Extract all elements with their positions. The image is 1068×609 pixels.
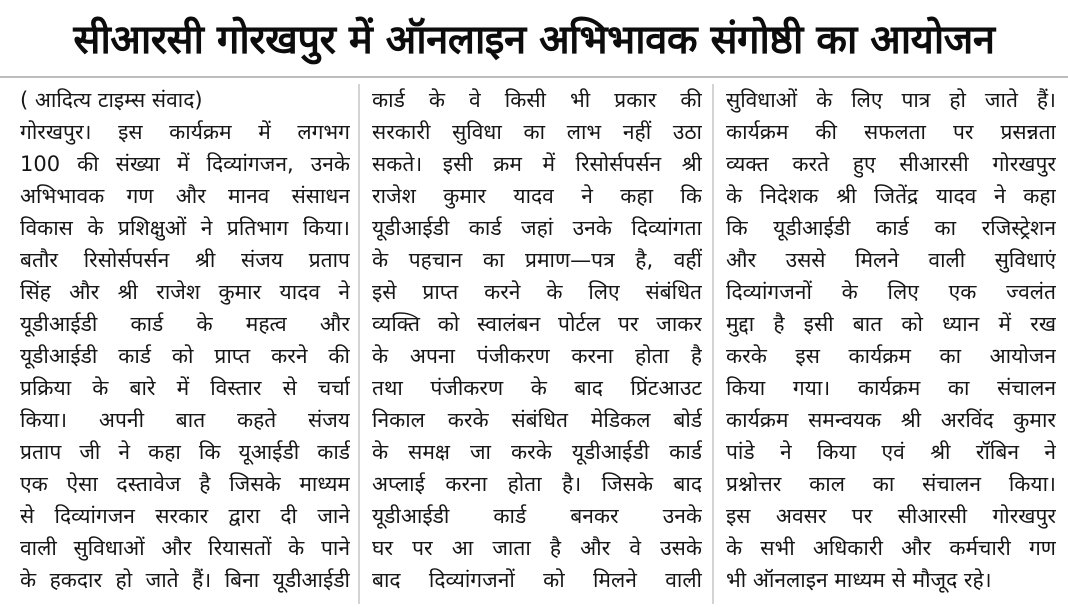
body-line: इस अवसर पर सीआरसी गोरखपुर bbox=[726, 504, 1056, 528]
body-line: भी ऑनलाइन माध्यम से मौजूद रहे। bbox=[726, 568, 992, 592]
body-line: के हकदार हो जाते हैं। बिना यूडीआईडी bbox=[20, 568, 350, 592]
body-line: वाली सुविधाओं और रियासतों के पाने bbox=[20, 536, 350, 560]
body-line: यूडीआईडी कार्ड बनकर उनके bbox=[372, 504, 702, 528]
body-line: तथा पंजीकरण के बाद प्रिंटआउट bbox=[372, 376, 702, 400]
body-line: प्रश्नोत्तर काल का संचालन किया। bbox=[726, 472, 1056, 496]
body-line: बतौर रिसोर्सपर्सन श्री संजय प्रताप bbox=[20, 248, 350, 272]
body-line: और उससे मिलने वाली सुविधाएं bbox=[726, 248, 1056, 272]
column-divider bbox=[358, 84, 360, 604]
body-line: व्यक्त करते हुए सीआरसी गोरखपुर bbox=[726, 152, 1056, 176]
body-line: के पहचान का प्रमाण—पत्र है, वहीं bbox=[372, 248, 702, 272]
body-line: यूडीआईडी कार्ड को प्राप्त करने की bbox=[20, 344, 350, 368]
body-line: के समक्ष जा करके यूडीआईडी कार्ड bbox=[372, 440, 702, 464]
body-line: किया। अपनी बात कहते संजय bbox=[20, 408, 350, 432]
body-line: घर पर आ जाता है और वे उसके bbox=[372, 536, 702, 560]
body-line: दिव्यांगजनों के लिए एक ज्वलंत bbox=[726, 280, 1056, 304]
body-line: यूडीआईडी कार्ड जहां उनके दिव्यांगता bbox=[372, 216, 702, 240]
column-divider bbox=[712, 84, 714, 604]
article-column-3 bbox=[726, 84, 1056, 604]
article-headline: सीआरसी गोरखपुर में ऑनलाइन अभिभावक संगोष्ठी का आयोजन bbox=[73, 17, 995, 63]
body-line: अभिभावक गण और मानव संसाधन bbox=[20, 184, 350, 208]
body-line: सकते। इसी क्रम में रिसोर्सपर्सन श्री bbox=[372, 152, 702, 176]
body-line: इसे प्राप्त करने के लिए संबंधित bbox=[372, 280, 702, 304]
body-line: बाद दिव्यांगजनों को मिलने वाली bbox=[372, 568, 702, 592]
body-line: सुविधाओं के लिए पात्र हो जाते हैं। bbox=[726, 88, 1056, 112]
body-line: यूडीआईडी कार्ड के महत्व और bbox=[20, 312, 350, 336]
body-line: राजेश कुमार यादव ने कहा कि bbox=[372, 184, 702, 208]
body-line: व्यक्ति को स्वालंबन पोर्टल पर जाकर bbox=[372, 312, 702, 336]
body-line: विकास के प्रशिक्षुओं ने प्रतिभाग किया। bbox=[20, 216, 350, 240]
body-line: निकाल करके संबंधित मेडिकल बोर्ड bbox=[372, 408, 702, 432]
body-line: सरकारी सुविधा का लाभ नहीं उठा bbox=[372, 120, 702, 144]
body-line: प्रक्रिया के बारे में विस्तार से चर्चा bbox=[20, 376, 350, 400]
article-column-2 bbox=[372, 84, 702, 604]
byline: ( आदित्य टाइम्स संवाद) bbox=[20, 88, 203, 112]
body-line: कार्ड के वे किसी भी प्रकार की bbox=[372, 88, 702, 112]
body-line: मुद्दा है इसी बात को ध्यान में रख bbox=[726, 312, 1056, 336]
body-line: गोरखपुर। इस कार्यक्रम में लगभग bbox=[20, 120, 350, 144]
body-line: अप्लाई करना होता है। जिसके बाद bbox=[372, 472, 702, 496]
body-line: के अपना पंजीकरण करना होता है bbox=[372, 344, 702, 368]
headline-divider bbox=[0, 76, 1068, 78]
body-line: सिंह और श्री राजेश कुमार यादव ने bbox=[20, 280, 350, 304]
body-line: कार्यक्रम की सफलता पर प्रसन्नता bbox=[726, 120, 1056, 144]
body-line: किया गया। कार्यक्रम का संचालन bbox=[726, 376, 1056, 400]
article-column-1 bbox=[20, 84, 350, 604]
body-line: के निदेशक श्री जितेंद्र यादव ने कहा bbox=[726, 184, 1056, 208]
body-line: पांडे ने किया एवं श्री रॉबिन ने bbox=[726, 440, 1056, 464]
body-line: करके इस कार्यक्रम का आयोजन bbox=[726, 344, 1056, 368]
body-line: कि यूडीआईडी कार्ड का रजिस्ट्रेशन bbox=[726, 216, 1056, 240]
body-line: के सभी अधिकारी और कर्मचारी गण bbox=[726, 536, 1056, 560]
body-line: कार्यक्रम समन्वयक श्री अरविंद कुमार bbox=[726, 408, 1056, 432]
body-line: एक ऐसा दस्तावेज है जिसके माध्यम bbox=[20, 472, 350, 496]
body-line: 100 की संख्या में दिव्यांगजन, उनके bbox=[20, 152, 350, 176]
body-line: प्रताप जी ने कहा कि यूआईडी कार्ड bbox=[20, 440, 350, 464]
body-line: से दिव्यांगजन सरकार द्वारा दी जाने bbox=[20, 504, 350, 528]
